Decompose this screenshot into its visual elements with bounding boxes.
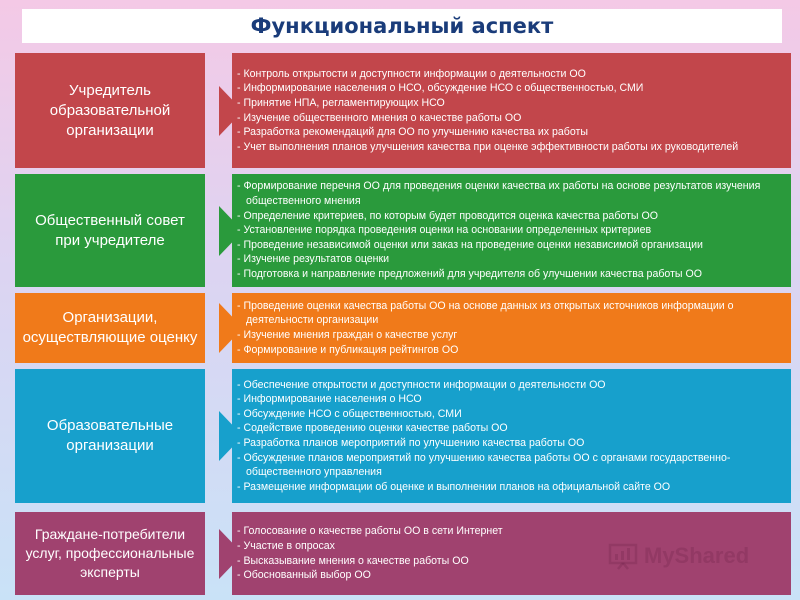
list-item: - Контроль открытости и доступности информации о деятельности ОО xyxy=(237,67,586,80)
page-title: Функциональный аспект xyxy=(22,9,782,43)
row-assessors xyxy=(15,293,791,363)
list-item: - Установление порядка проведения оценки на основании определенных критериев xyxy=(237,224,652,237)
list-item: - Обсуждение НСО с общественностью, СМИ xyxy=(237,407,462,420)
list-item: - Учет выполнения планов улучшения качества при оценке эффективности работы их руководителей xyxy=(237,140,739,153)
list-item: - Голосование о качестве работы ОО в сети Интернет xyxy=(237,525,503,538)
list-item: - Изучение мнения граждан о качестве услуг xyxy=(237,329,458,341)
list-item: - Высказывание мнения о качестве работы ОО xyxy=(237,554,469,567)
list-item: - Разработка планов мероприятий по улучшению качества работы ОО xyxy=(237,437,585,449)
list-item: - Подготовка и направление предложений для учредителя об улучшении качества работы ОО xyxy=(237,267,702,280)
row-schools xyxy=(15,369,791,503)
list-item: - Формирование перечня ОО для проведения оценки качества их работы на основе результатов изучения общественного мнения xyxy=(237,180,761,208)
list-item: - Размещение информации об оценке и выполнении планов на официальной сайте ОО xyxy=(237,480,671,493)
row-label-assessors: Организации, осуществляющие оценку xyxy=(15,293,205,363)
list-item: - Информирование населения о НСО xyxy=(237,393,422,406)
row-label-founder: Учредитель образовательной организации xyxy=(15,53,205,168)
watermark xyxy=(608,540,749,572)
row-label-citizens: Граждане-потребители услуг, профессиональные эксперты xyxy=(15,512,205,595)
list-item: - Содействие проведению оценки качестве работы ОО xyxy=(237,422,508,435)
list-item: - Изучение общественного мнения о качестве работы ОО xyxy=(237,111,522,124)
list-item: - Обоснованный выбор ОО xyxy=(237,569,371,582)
list-item: - Принятие НПА, регламентирующих НСО xyxy=(237,96,445,109)
list-item: - Информирование населения о НСО, обсуждение НСО с общественностью, СМИ xyxy=(237,82,644,95)
row-label-schools: Образовательные организации xyxy=(15,369,205,503)
list-item: - Проведение оценки качества работы ОО на основе данных из открытых источников информации о деятельности организации xyxy=(237,299,734,327)
row-details-founder xyxy=(232,53,791,168)
row-details-assessors xyxy=(232,293,791,363)
watermark-text: MyShared xyxy=(644,543,750,568)
row-founder xyxy=(15,53,791,168)
list-item: - Изучение результатов оценки xyxy=(237,253,390,266)
list-item: - Формирование и публикация рейтингов ОО xyxy=(237,343,459,356)
row-details-schools xyxy=(232,369,791,503)
list-item: - Обеспечение открытости и доступности информации о деятельности ОО xyxy=(237,378,606,391)
list-item: - Обсуждение планов мероприятий по улучшению качества работы ОО с органами государственно-общественного управления xyxy=(237,451,731,479)
list-item: - Определение критериев, по которым будет проводится оценка качества работы ОО xyxy=(237,209,658,222)
list-item: - Участие в опросах xyxy=(237,539,335,552)
myshared-logo-icon xyxy=(608,541,638,571)
row-label-council: Общественный совет при учредителе xyxy=(15,174,205,287)
list-item: - Разработка рекомендаций для ОО по улучшению качества их работы xyxy=(237,126,588,139)
row-council xyxy=(15,174,791,287)
list-item: - Проведение независимой оценки или заказ на проведение оценки независимой организации xyxy=(237,238,703,251)
row-details-council xyxy=(232,174,791,287)
